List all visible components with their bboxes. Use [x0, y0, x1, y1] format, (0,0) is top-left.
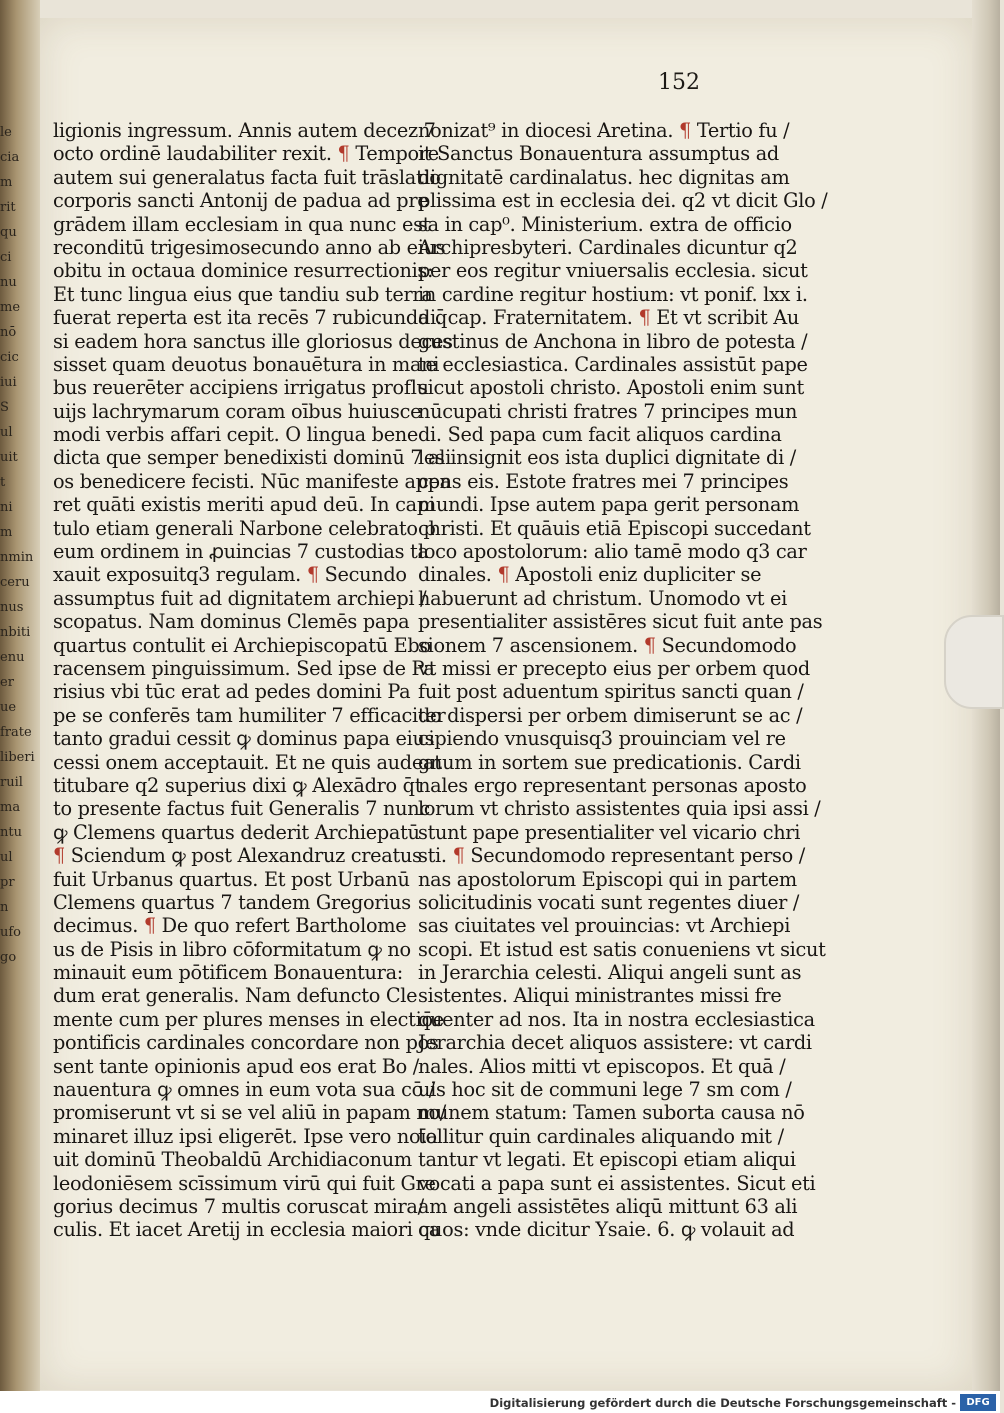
- text-line: cens eis. Estote fratres mei 7 principes: [418, 469, 789, 493]
- rubric-mark: ¶: [679, 119, 692, 142]
- fragment-line: nmin: [0, 550, 34, 565]
- fragment-line: nus: [0, 600, 24, 615]
- text-line: titubare q2 superius dixi ꝙ Alexādro q̄t: [53, 773, 423, 797]
- fragment-line: ruil: [0, 775, 23, 790]
- text-line: Clemens quartus 7 tandem Gregorius: [53, 890, 411, 914]
- fragment-line: ni: [0, 500, 13, 515]
- fragment-line: ufo: [0, 925, 22, 940]
- text-line: fuit post aduentum spiritus sancti quan /: [418, 680, 804, 704]
- rubric-mark: ¶: [53, 844, 65, 868]
- text-line: dinales. ¶ Apostoli eniz dupliciter se: [418, 563, 762, 587]
- left-text-column: [53, 119, 453, 1242]
- rubric-mark: ¶: [643, 633, 656, 657]
- text-line: mente cum per plures menses in electiōe: [53, 1007, 444, 1031]
- text-line: vocati a papa sunt ei assistentes. Sicut eti: [418, 1171, 816, 1195]
- fragment-line: nu: [0, 275, 17, 290]
- text-line: sistentes. Aliqui ministrantes missi fre: [418, 984, 782, 1008]
- text-line: di. cap. Fraternitatem. ¶ Et vt scribit Au: [418, 306, 799, 330]
- rubric-mark: ¶: [638, 306, 651, 330]
- text-line: autem sui generalatus facta fuit trāslatio: [53, 165, 441, 189]
- text-line: assumptus fuit ad dignitatem archiepi /: [53, 586, 427, 610]
- fragment-line: ue: [0, 700, 17, 715]
- text-line: sionem 7 ascensionem. ¶ Secundomodo: [418, 633, 797, 657]
- text-line: ꝙ Clemens quartus dederit Archiepatū: [53, 820, 420, 844]
- text-line: to presente factus fuit Generalis 7 nunc: [53, 797, 430, 821]
- fragment-line: cia: [0, 150, 20, 165]
- text-line: nales. Alios mitti vt episcopos. Et quā /: [418, 1054, 786, 1078]
- facing-page-fragments: [0, 120, 35, 1100]
- text-line: sisset quam deuotus bonauētura in mani: [53, 352, 440, 376]
- text-line: christi. Et quāuis etiā Episcopi succedant: [418, 516, 811, 540]
- text-line: xauit exposuitq3 regulam. ¶ Secundo: [53, 563, 407, 587]
- text-line: cessi onem acceptauit. Et ne quis audeat: [53, 750, 442, 774]
- fragment-line: t: [0, 475, 6, 490]
- text-line: risius vbi tūc erat ad pedes domini Pa: [53, 680, 411, 704]
- text-line: stunt pape presentialiter vel vicario chri: [418, 820, 801, 844]
- text-line: nauentura ꝙ omnes in eum vota sua cō /: [53, 1078, 435, 1102]
- rubric-mark: ¶: [306, 563, 319, 587]
- text-line: dum erat generalis. Nam defuncto Cle: [53, 984, 418, 1008]
- fragment-line: rit: [0, 200, 16, 215]
- text-line: dignitatē cardinalatus. hec dignitas am: [418, 165, 790, 189]
- fragment-line: n: [0, 900, 9, 915]
- fragment-line: iui: [0, 375, 17, 390]
- text-line: octo ordinē laudabiliter rexit. ¶ Tempore: [53, 142, 439, 166]
- text-line: cipiendo vnusquisq3 prouinciam vel re: [418, 727, 786, 751]
- rubric-mark: ¶: [337, 142, 350, 166]
- fragment-line: frate: [0, 725, 32, 740]
- text-line: minauit eum pōtificem Bonauentura:: [53, 961, 403, 985]
- text-line: us de Pisis in libro cōformitatum ꝙ no: [53, 937, 411, 961]
- text-line: sicut apostoli christo. Apostoli enim sunt: [418, 376, 804, 400]
- fragment-line: ul: [0, 850, 13, 865]
- fragment-line: ntu: [0, 825, 22, 840]
- text-line: te ecclesiastica. Cardinales assistūt pape: [418, 352, 808, 376]
- text-line: uit dominū Theobaldū Archidiaconum: [53, 1148, 412, 1172]
- text-line: presentialiter assistēres sicut fuit ante pas: [418, 610, 823, 634]
- text-line: per eos regitur vniuersalis ecclesia. sicut: [418, 259, 808, 283]
- text-line: quartus contulit ei Archiepiscopatū Ebo: [53, 633, 431, 657]
- text-line: loco apostolorum: alio tamē modo q3 car: [418, 540, 807, 564]
- fragment-line: le: [0, 125, 12, 140]
- text-line: gnum in sortem sue predicationis. Cardi: [418, 750, 801, 774]
- text-line: obitu in octaua dominice resurrectionis:: [53, 259, 434, 283]
- text-line: quenter ad nos. Ita in nostra ecclesiastica: [418, 1007, 815, 1031]
- text-line: tollitur quin cardinales aliquando mit /: [418, 1124, 784, 1148]
- text-line: racensem pinguissimum. Sed ipse de Pa: [53, 656, 435, 680]
- rubric-mark: ¶: [143, 914, 156, 938]
- fragment-line: ci: [0, 250, 12, 265]
- text-line: promiserunt vt si se vel aliū in papam no/: [53, 1101, 446, 1125]
- text-line: bus reuerēter accipiens irrigatus proflu: [53, 376, 429, 400]
- text-line: Jerarchia decet aliquos assistere: vt cardi: [418, 1031, 812, 1055]
- folio-number: 152: [658, 70, 700, 95]
- text-line: mundi. Ipse autem papa gerit personam: [418, 493, 800, 517]
- text-line: scopi. Et istud est satis conueniens vt sicut: [418, 937, 826, 961]
- fragment-line: er: [0, 675, 14, 690]
- text-line: culis. Et iacet Aretij in ecclesia maiori ca: [53, 1218, 441, 1242]
- fragment-line: nbiti: [0, 625, 31, 640]
- text-line: nales ergo representant personas aposto: [418, 773, 807, 797]
- text-line: am angeli assistētes aliqū mittunt 63 ali: [418, 1194, 798, 1218]
- text-line: it Sanctus Bonauentura assumptus ad: [418, 142, 779, 166]
- text-line: fuerat reperta est ita recēs 7 rubicunda q̄: [53, 306, 447, 330]
- fragment-line: ul: [0, 425, 13, 440]
- text-line: di. Sed papa cum facit aliquos cardina: [418, 423, 782, 447]
- text-line: eum ordinem in ꝓuincias 7 custodias ta: [53, 540, 429, 564]
- rubric-mark: ¶: [452, 844, 465, 868]
- text-line: tantur vt legati. Et episcopi etiam aliqui: [418, 1148, 796, 1172]
- fragment-line: liberi: [0, 750, 35, 765]
- text-line: nas apostolorum Episcopi qui in partem: [418, 867, 797, 891]
- text-line: modi verbis affari cepit. O lingua bene: [53, 423, 419, 447]
- footer-credit: Digitalisierung gefördert durch die Deutsche Forschungsgemeinschaft -: [489, 1396, 956, 1410]
- text-line: nonizat⁹ in diocesi Aretina. ¶ Tertio fu /: [418, 119, 790, 142]
- book-page: [40, 18, 972, 1390]
- text-line: uis hoc sit de communi lege 7 sm com /: [418, 1078, 792, 1102]
- text-line: sti. ¶ Secundomodo representant perso /: [418, 844, 805, 868]
- fragment-line: m: [0, 525, 13, 540]
- text-line: ret quāti existis meriti apud deū. In capi: [53, 493, 435, 517]
- fragment-line: go: [0, 950, 17, 965]
- text-line: quos: vnde dicitur Ysaie. 6. ꝙ volauit ad: [418, 1218, 795, 1242]
- text-line: scopatus. Nam dominus Clemēs papa: [53, 610, 410, 634]
- text-line: gustinus de Anchona in libro de potesta /: [418, 329, 808, 353]
- text-line: sa in cap⁰. Ministerium. extra de officio: [418, 212, 792, 236]
- text-line: lorum vt christo assistentes quia ipsi assi /: [418, 797, 821, 821]
- text-line: ¶ Sciendum ꝙ post Alexandruz creatus: [53, 844, 422, 868]
- text-line: vt missi er precepto eius per orbem quod: [418, 656, 810, 680]
- text-line: os benedicere fecisti. Nūc manifeste appa: [53, 469, 451, 493]
- text-line: grādem illam ecclesiam in qua nunc est: [53, 212, 431, 236]
- text-line: habuerunt ad christum. Unomodo vt ei: [418, 586, 787, 610]
- text-line: Archipresbyteri. Cardinales dicuntur q2: [418, 235, 798, 259]
- text-line: fuit Urbanus quartus. Et post Urbanū: [53, 867, 410, 891]
- text-line: pontificis cardinales concordare non pos: [53, 1031, 439, 1055]
- text-line: nūcupati christi fratres 7 principes mun: [418, 399, 798, 423]
- text-line: les insignit eos ista duplici dignitate di /: [418, 446, 796, 470]
- text-line: sent tante opinionis apud eos erat Bo /: [53, 1054, 419, 1078]
- page-tab-marker: [944, 615, 1004, 709]
- fragment-line: me: [0, 300, 21, 315]
- text-line: in cardine regitur hostium: vt ponif. lxx i.: [418, 282, 808, 306]
- fragment-line: enu: [0, 650, 25, 665]
- text-line: corporis sancti Antonij de padua ad pre: [53, 189, 429, 213]
- text-line: minaret illuz ipsi eligerēt. Ipse vero noīa: [53, 1124, 438, 1148]
- text-line: gorius decimus 7 multis coruscat mira/: [53, 1194, 424, 1218]
- text-line: decimus. ¶ De quo refert Bartholome: [53, 914, 407, 938]
- text-line: in Jerarchia celesti. Aliqui angeli sunt as: [418, 961, 802, 985]
- text-line: reconditū trigesimosecundo anno ab eius: [53, 235, 446, 259]
- text-line: munem statum: Tamen suborta causa nō: [418, 1101, 805, 1125]
- text-line: pe se conferēs tam humiliter 7 efficaciter: [53, 703, 446, 727]
- fragment-line: qu: [0, 225, 17, 240]
- right-text-column: [418, 119, 828, 1242]
- fragment-line: nō: [0, 325, 17, 340]
- text-line: tanto gradui cessit ꝙ dominus papa eius: [53, 727, 435, 751]
- text-line: dicta que semper benedixisti dominū 7 ali: [53, 446, 452, 470]
- dfg-logo: DFG: [960, 1394, 996, 1411]
- text-line: leodoniēsem scīssimum virū qui fuit Gre: [53, 1171, 436, 1195]
- text-line: si eadem hora sanctus ille gloriosus deces: [53, 329, 453, 353]
- fragment-line: ceru: [0, 575, 30, 590]
- text-line: do dispersi per orbem dimiserunt se ac /: [418, 703, 803, 727]
- rubric-mark: ¶: [497, 563, 510, 587]
- fragment-line: ma: [0, 800, 21, 815]
- footer-bar: [0, 1391, 1000, 1413]
- text-line: tulo etiam generali Narbone celebrato p: [53, 516, 436, 540]
- fragment-line: m: [0, 175, 13, 190]
- text-line: ligionis ingressum. Annis autem decez 7: [53, 119, 436, 142]
- text-line: sas ciuitates vel prouincias: vt Archiepi: [418, 914, 791, 938]
- text-line: solicitudinis vocati sunt regentes diuer /: [418, 890, 800, 914]
- text-line: uijs lachrymarum coram oībus huiusce: [53, 399, 422, 423]
- fragment-line: cic: [0, 350, 19, 365]
- text-line: Et tunc lingua eius que tandiu sub terra: [53, 282, 433, 306]
- fragment-line: S: [0, 400, 9, 415]
- fragment-line: uit: [0, 450, 18, 465]
- text-line: plissima est in ecclesia dei. q2 vt dicit Glo /: [418, 189, 828, 213]
- fragment-line: pr: [0, 875, 15, 890]
